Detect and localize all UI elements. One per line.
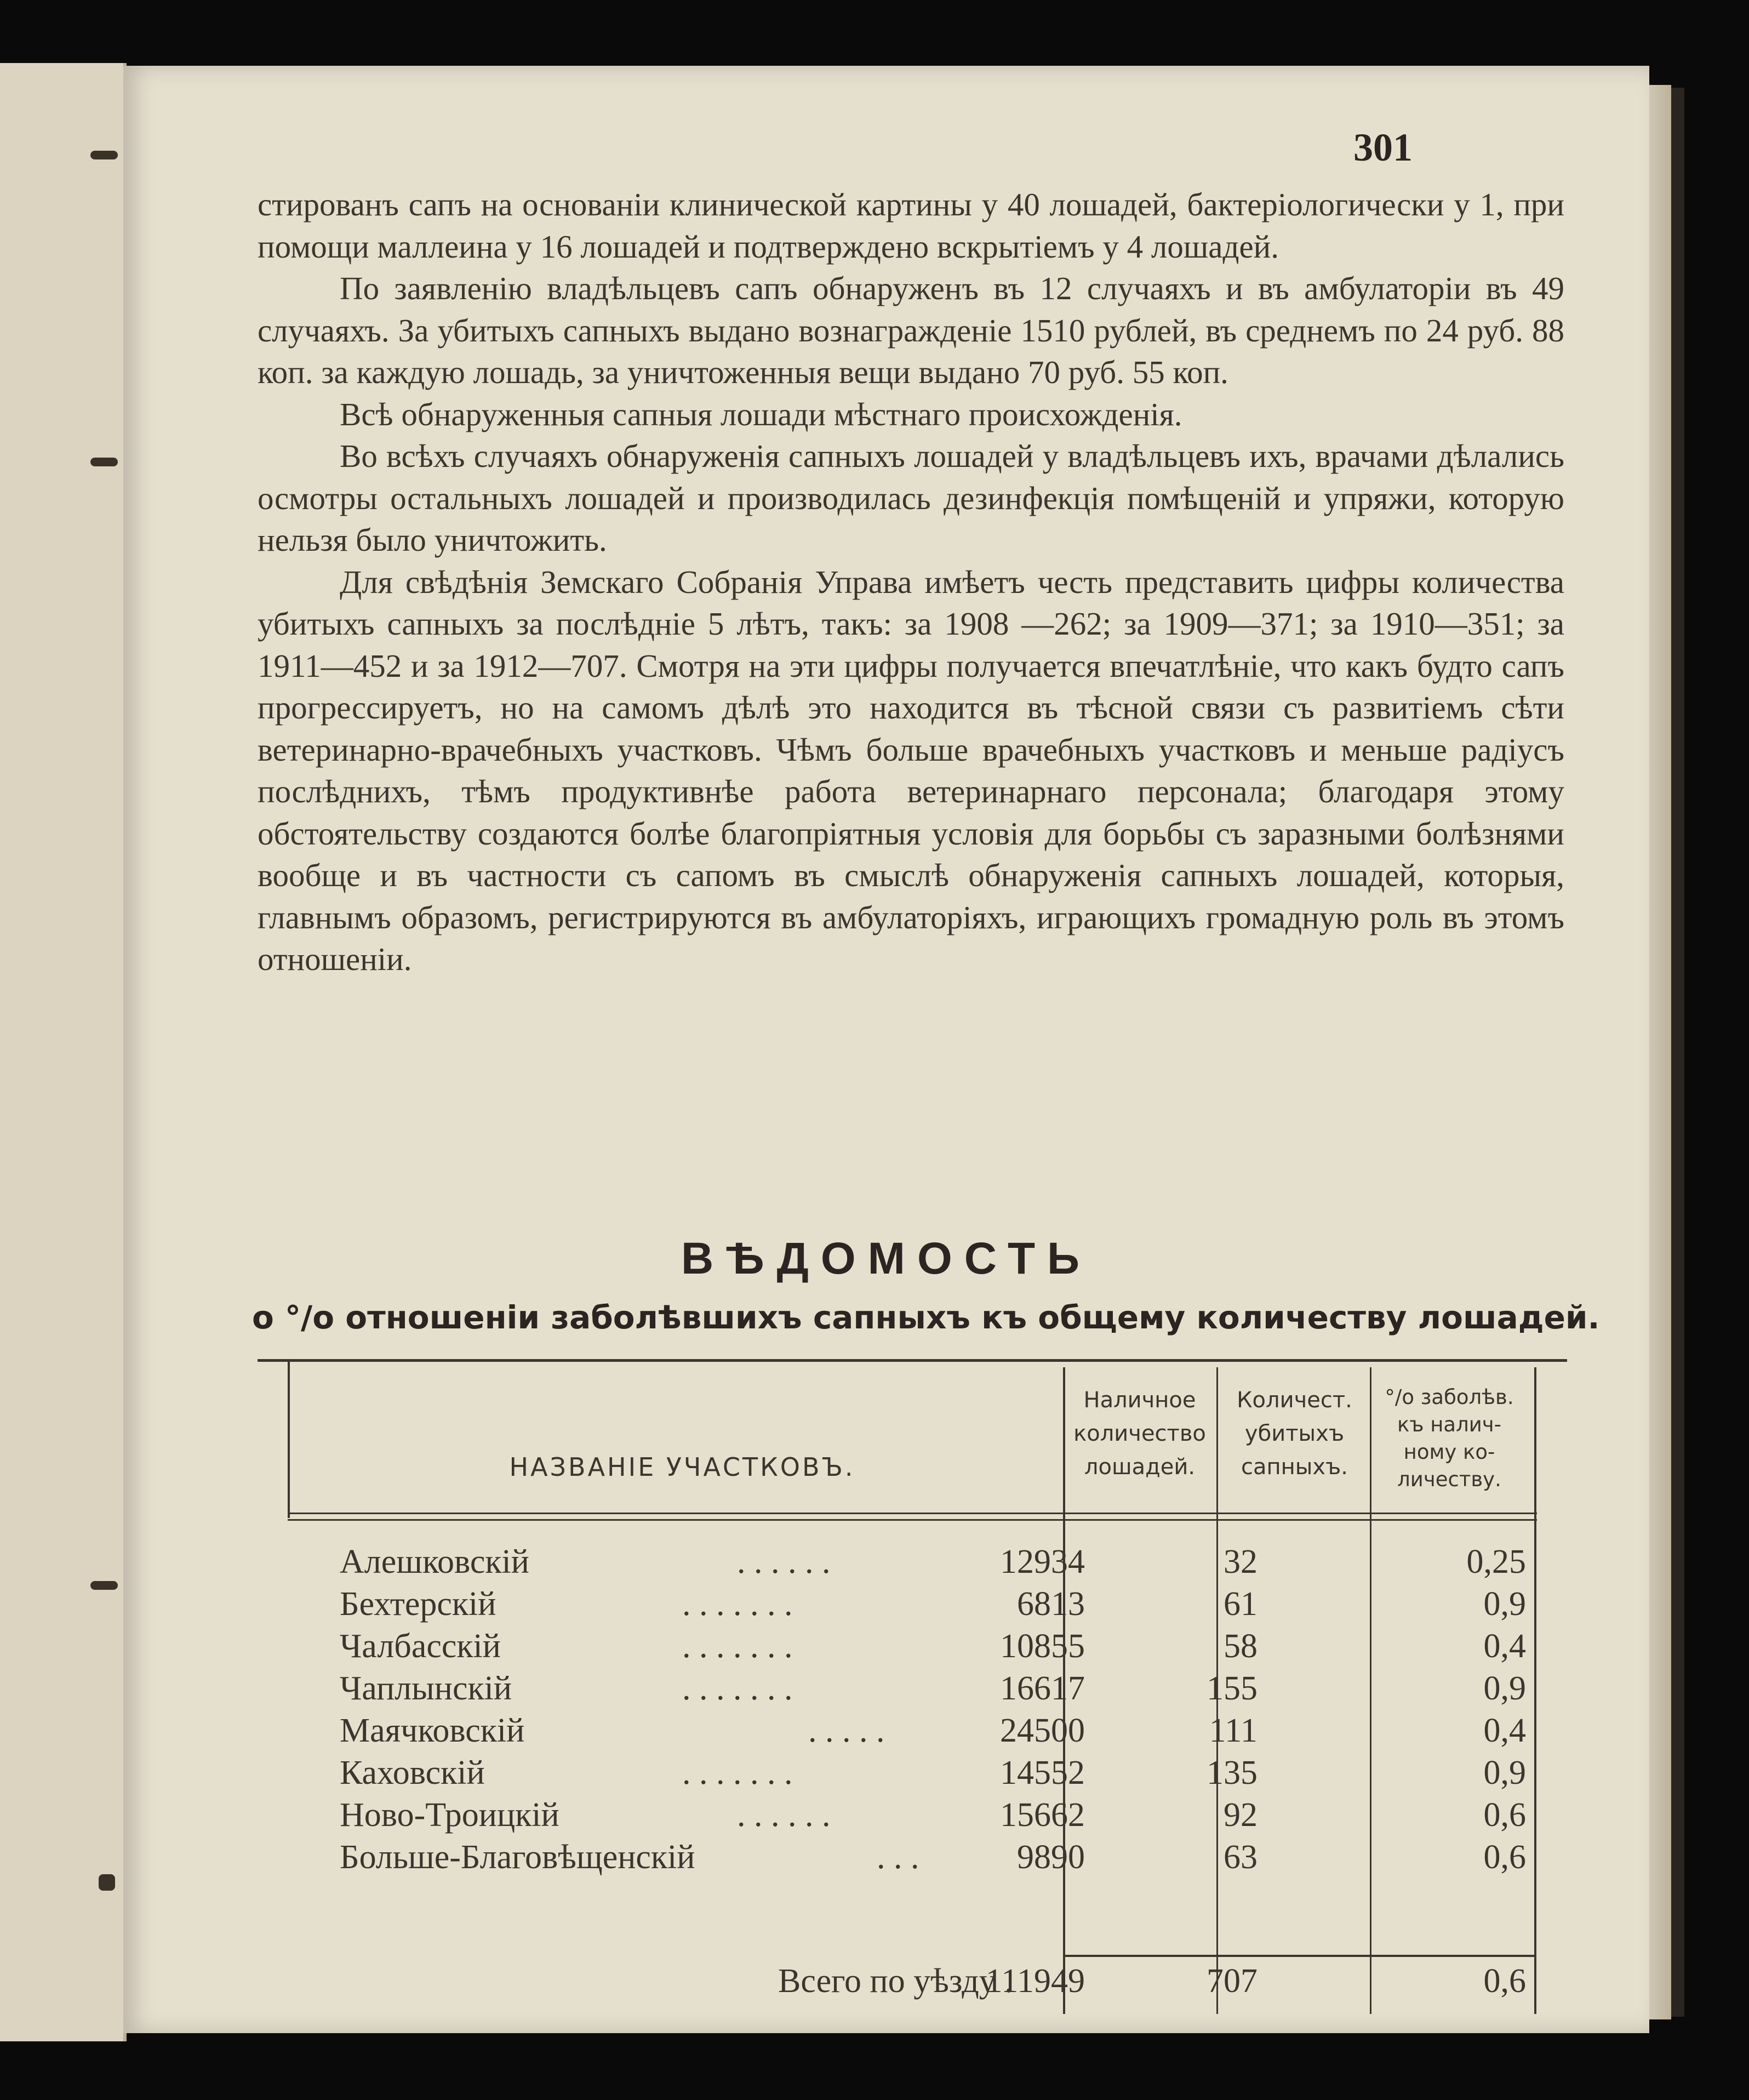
percent-sick: 0,6 <box>1483 1839 1526 1876</box>
total-percent-sick: 0,6 <box>1483 1962 1526 2000</box>
district-name: Маячковскій <box>340 1712 525 1749</box>
killed-count: 155 <box>1207 1670 1258 1707</box>
district-name: Алешковскій <box>340 1543 529 1580</box>
header-line: Количест. <box>1237 1388 1352 1413</box>
header-line: убитыхъ <box>1244 1421 1345 1446</box>
binding-mark <box>90 151 118 159</box>
district-name: Чаплынскій <box>340 1670 512 1707</box>
facing-page-edge <box>0 63 127 2041</box>
header-percent-sick <box>1375 1384 1523 1493</box>
district-name: Чалбасскій <box>340 1628 501 1665</box>
leader-dots: . . . . . . . <box>682 1754 793 1791</box>
header-line: ному ко- <box>1403 1440 1495 1464</box>
leader-dots: . . . . . . . <box>682 1585 793 1623</box>
killed-count: 135 <box>1207 1754 1258 1791</box>
column-divider <box>288 1359 290 1518</box>
header-line: количество <box>1073 1421 1206 1446</box>
district-name: Каховскій <box>340 1754 485 1791</box>
paragraph: стированъ сапъ на основаніи клинической картины у 40 лошадей, бактеріологически у 1, при помощи маллеина у 16 лошадей и подтверждено вскрытіемъ у 4 лошадей. <box>258 186 1564 265</box>
table-total-row <box>258 1962 1567 2004</box>
percent-sick: 0,25 <box>1466 1543 1526 1580</box>
table-row <box>258 1838 1567 1880</box>
horse-count: 24500 <box>1000 1712 1085 1749</box>
killed-count: 58 <box>1224 1628 1258 1665</box>
total-horse-count: 111949 <box>985 1962 1085 2000</box>
table-top-rule <box>258 1359 1567 1362</box>
statistics-table <box>258 1359 1567 2022</box>
header-line: °/о заболѣв. <box>1385 1385 1514 1409</box>
table-row <box>258 1669 1567 1711</box>
percent-sick: 0,9 <box>1483 1670 1526 1707</box>
horse-count: 12934 <box>1000 1543 1085 1580</box>
table-row <box>258 1543 1567 1585</box>
header-horse-count <box>1066 1384 1214 1484</box>
killed-count: 63 <box>1224 1839 1258 1876</box>
percent-sick: 0,4 <box>1483 1628 1526 1665</box>
header-rule <box>288 1519 1537 1521</box>
leader-dots: . . . . . . <box>737 1543 831 1580</box>
district-name: Бехтерскій <box>340 1585 496 1623</box>
leader-dots: . . . . . . . <box>682 1628 793 1665</box>
table-subtitle: о °/о отношеніи заболѣвшихъ сапныхъ къ общему количеству лошадей. <box>252 1299 1600 1336</box>
body-text <box>258 184 1564 980</box>
binding-mark <box>90 458 118 466</box>
paragraph: Во всѣхъ случаяхъ обнаруженія сапныхъ лошадей у владѣльцевъ ихъ, врачами дѣлались осмотры остальныхъ лошадей и производилась дезинфекція помѣщеній и упряжи, которую нельзя было уничтожить. <box>258 438 1564 558</box>
book-page <box>123 66 1649 2033</box>
header-district-name: НАЗВАНІЕ УЧАСТКОВЪ. <box>509 1452 855 1482</box>
book-edge <box>1649 85 1671 2019</box>
leader-dots: . . . . . <box>808 1712 885 1749</box>
paragraph: Всѣ обнаруженныя сапныя лошади мѣстнаго происхожденія. <box>340 396 1182 432</box>
horse-count: 9890 <box>1017 1839 1085 1876</box>
percent-sick: 0,4 <box>1483 1712 1526 1749</box>
table-row <box>258 1796 1567 1838</box>
header-line: Наличное <box>1083 1388 1196 1413</box>
leader-dots: . . . . . . <box>737 1796 831 1834</box>
horse-count: 15662 <box>1000 1796 1085 1834</box>
killed-count: 111 <box>1209 1712 1258 1749</box>
paragraph: Для свѣдѣнія Земскаго Собранія Управа имѣетъ честь представить цифры количества убитыхъ сапныхъ за послѣдніе 5 лѣтъ, такъ: за 1908 —262; за 1909—371; за 1910—351; за 1911—452 и за 1912—707. Смотря на эти цифры получается впечатлѣніе, что какъ будто сапъ прогрессируетъ, но на самомъ дѣлѣ это находится въ тѣсной связи съ развитіемъ сѣти ветеринарно-врачебныхъ участковъ. Чѣмъ больше врачебныхъ участковъ и меньше радіусъ послѣднихъ, тѣмъ продуктивнѣе работа ветеринарнаго персонала; благодаря этому обстоятельству создаются болѣе благопріятныя условія для борьбы съ заразными болѣзнями вообще и въ частности съ сапомъ въ смыслѣ обнаруженія сапныхъ лошадей, которыя, главнымъ образомъ, регистрируются въ амбулаторіяхъ, играющихъ громадную роль въ этомъ отношеніи. <box>258 563 1564 977</box>
binding-mark <box>99 1874 115 1891</box>
horse-count: 16617 <box>1000 1670 1085 1707</box>
leader-dots: . . . . . . . <box>682 1670 793 1707</box>
header-line: личеству. <box>1397 1468 1501 1491</box>
total-label: Всего по уѣзду . <box>778 1962 1013 2000</box>
percent-sick: 0,9 <box>1483 1754 1526 1791</box>
horse-count: 6813 <box>1017 1585 1085 1623</box>
table-title: ВѢДОМОСТЬ <box>681 1234 1091 1283</box>
header-line: къ налич- <box>1397 1413 1502 1436</box>
book-edge-shadow <box>1671 88 1684 2017</box>
killed-count: 92 <box>1224 1796 1258 1834</box>
header-line: сапныхъ. <box>1241 1454 1348 1480</box>
header-killed-count <box>1222 1384 1367 1484</box>
paragraph: По заявленію владѣльцевъ сапъ обнаруженъ въ 12 случаяхъ и въ амбулаторіи въ 49 случаяхъ. За убитыхъ сапныхъ выдано вознагражденіе 1510 рублей, въ среднемъ по 24 руб. 88 коп. за каждую лошадь, за уничтоженныя вещи выдано 70 руб. 55 коп. <box>258 270 1564 390</box>
page-number: 301 <box>1353 125 1413 169</box>
killed-count: 32 <box>1224 1543 1258 1580</box>
percent-sick: 0,6 <box>1483 1796 1526 1834</box>
horse-count: 10855 <box>1000 1628 1085 1665</box>
total-rule <box>1063 1955 1534 1957</box>
header-line: лошадей. <box>1084 1454 1196 1480</box>
table-row <box>258 1627 1567 1669</box>
district-name: Ново-Троицкій <box>340 1796 559 1834</box>
horse-count: 14552 <box>1000 1754 1085 1791</box>
district-name: Больше-Благовѣщенскій <box>340 1839 695 1876</box>
table-row <box>258 1585 1567 1627</box>
table-row <box>258 1754 1567 1796</box>
total-killed-count: 707 <box>1207 1962 1258 2000</box>
killed-count: 61 <box>1224 1585 1258 1623</box>
binding-mark <box>90 1581 118 1590</box>
table-row <box>258 1711 1567 1754</box>
header-rule <box>288 1513 1537 1514</box>
percent-sick: 0,9 <box>1483 1585 1526 1623</box>
leader-dots: . . . <box>877 1839 919 1876</box>
